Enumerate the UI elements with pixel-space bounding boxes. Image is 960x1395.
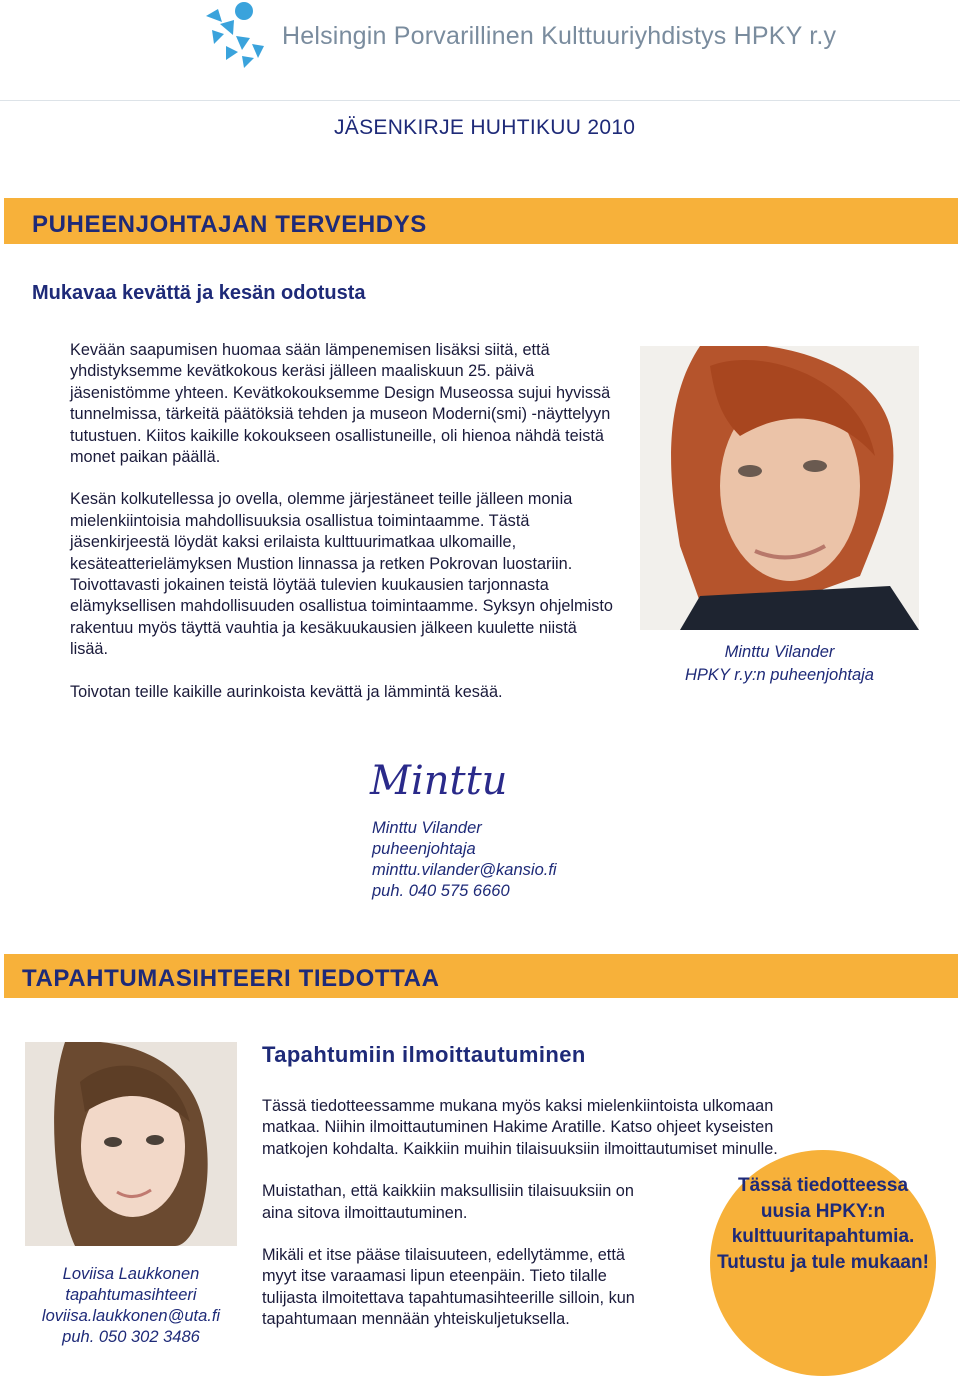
section-heading-events: TAPAHTUMASIHTEERI TIEDOTTAA — [22, 965, 440, 992]
paragraph: Tässä tiedotteessamme mukana myös kaksi mielenkiintoista ulkomaan matkaa. Niihin ilmoittautuminen Hakime Aratille. Katso ohjeet kyseisten matkojen kohdalta. Kaikkiin muihin tilaisuuksiin ilmoittautumiset minulle. — [262, 1097, 778, 1158]
section-band-events — [4, 954, 958, 998]
issue-title: JÄSENKIRJE HUHTIKUU 2010 — [334, 116, 636, 139]
paragraph: Mikäli et itse pääse tilaisuuteen, edellytämme, että myyt itse varaamasi lipun eteenpäin. Tieto tilalle tulijasta ilmoitettava tapahtumasihteerille silloin, kun tapahtumaan mennään yhteiskuljetuksella. — [262, 1246, 635, 1329]
events-title: Tapahtumiin ilmoittautuminen — [262, 1042, 586, 1067]
secretary-portrait-photo — [25, 1042, 237, 1246]
signature: Minttu — [370, 758, 508, 804]
chair-photo-caption — [640, 642, 919, 686]
contact-role: puheenjohtaja — [372, 840, 476, 858]
header-divider — [0, 100, 960, 101]
contact-email[interactable]: minttu.vilander@kansio.fi — [372, 861, 557, 879]
contact-email[interactable]: loviisa.laukkonen@uta.fi — [41, 1307, 221, 1325]
paragraph: Kevään saapumisen huomaa sään lämpenemisen lisäksi siitä, että yhdistyksemme kevätkokous keräsi jälleen maaliskuun 25. päivä jäsenistömme yhteen. Kevätkokouksemme Design Museossa sujui hyvissä tunnelmissa, tärkeitä päätöksiä tehden ja museon Moderni(smi) -näyttelyyn tutustuen. Kiitos kaikille kokoukseen osallistuneille, oli hienoa nähdä teistä monet paikan päällä. — [70, 341, 611, 467]
contact-phone: puh. 040 575 6660 — [372, 882, 510, 900]
subheading: Mukavaa kevättä ja kesän odotusta — [32, 282, 366, 304]
caption-name: Minttu Vilander — [724, 643, 835, 661]
org-name: Helsingin Porvarillinen Kulttuuriyhdistys HPKY r.y — [282, 22, 837, 50]
chair-letter — [70, 340, 615, 724]
callout-text: Tässä tiedotteessa uusia HPKY:n kulttuuritapahtumia. Tutustu ja tule mukaan! — [717, 1175, 929, 1273]
caption-role: HPKY r.y:n puheenjohtaja — [685, 666, 874, 684]
paragraph: Toivotan teille kaikille aurinkoista kevättä ja lämmintä kesää. — [70, 682, 503, 701]
section-band-chair — [4, 198, 958, 244]
paragraph: Muistathan, että kaikkiin maksullisiin tilaisuuksiin on aina sitova ilmoittautuminen. — [262, 1182, 634, 1222]
paragraph: Kesän kolkutellessa jo ovella, olemme järjestäneet teille jälleen monia mielenkiintoisia mahdollisuuksia osallistua toimintaamme. Tästä jäsenkirjeestä löydät kaksi erilaista kulttuurimatkaa ulkomaille, kesäteatterielämyksen Mustion linnassa ja retken Pokrovan luostariin. Toivottavasti jokainen teistä löytää tulevien kuukausien tarjonnasta elämyksellisen mahdollisuuden osallistua toimintaamme. Syksyn ohjelmisto rakentuu myös täyttä vauhtia ja kesäkuukausien jälkeen kuulette niistä lisää. — [70, 490, 613, 659]
contact-phone: puh. 050 302 3486 — [62, 1328, 200, 1346]
contact-name: Loviisa Laukkonen — [62, 1265, 200, 1283]
section-heading-chair: PUHEENJOHTAJAN TERVEHDYS — [32, 211, 427, 238]
contact-name: Minttu Vilander — [372, 819, 482, 837]
contact-role: tapahtumasihteeri — [65, 1286, 197, 1304]
chair-contact — [372, 818, 557, 902]
chair-portrait-photo — [640, 346, 919, 630]
logo-icon — [200, 0, 282, 70]
events-text — [262, 1096, 782, 1352]
secretary-contact — [25, 1246, 237, 1380]
